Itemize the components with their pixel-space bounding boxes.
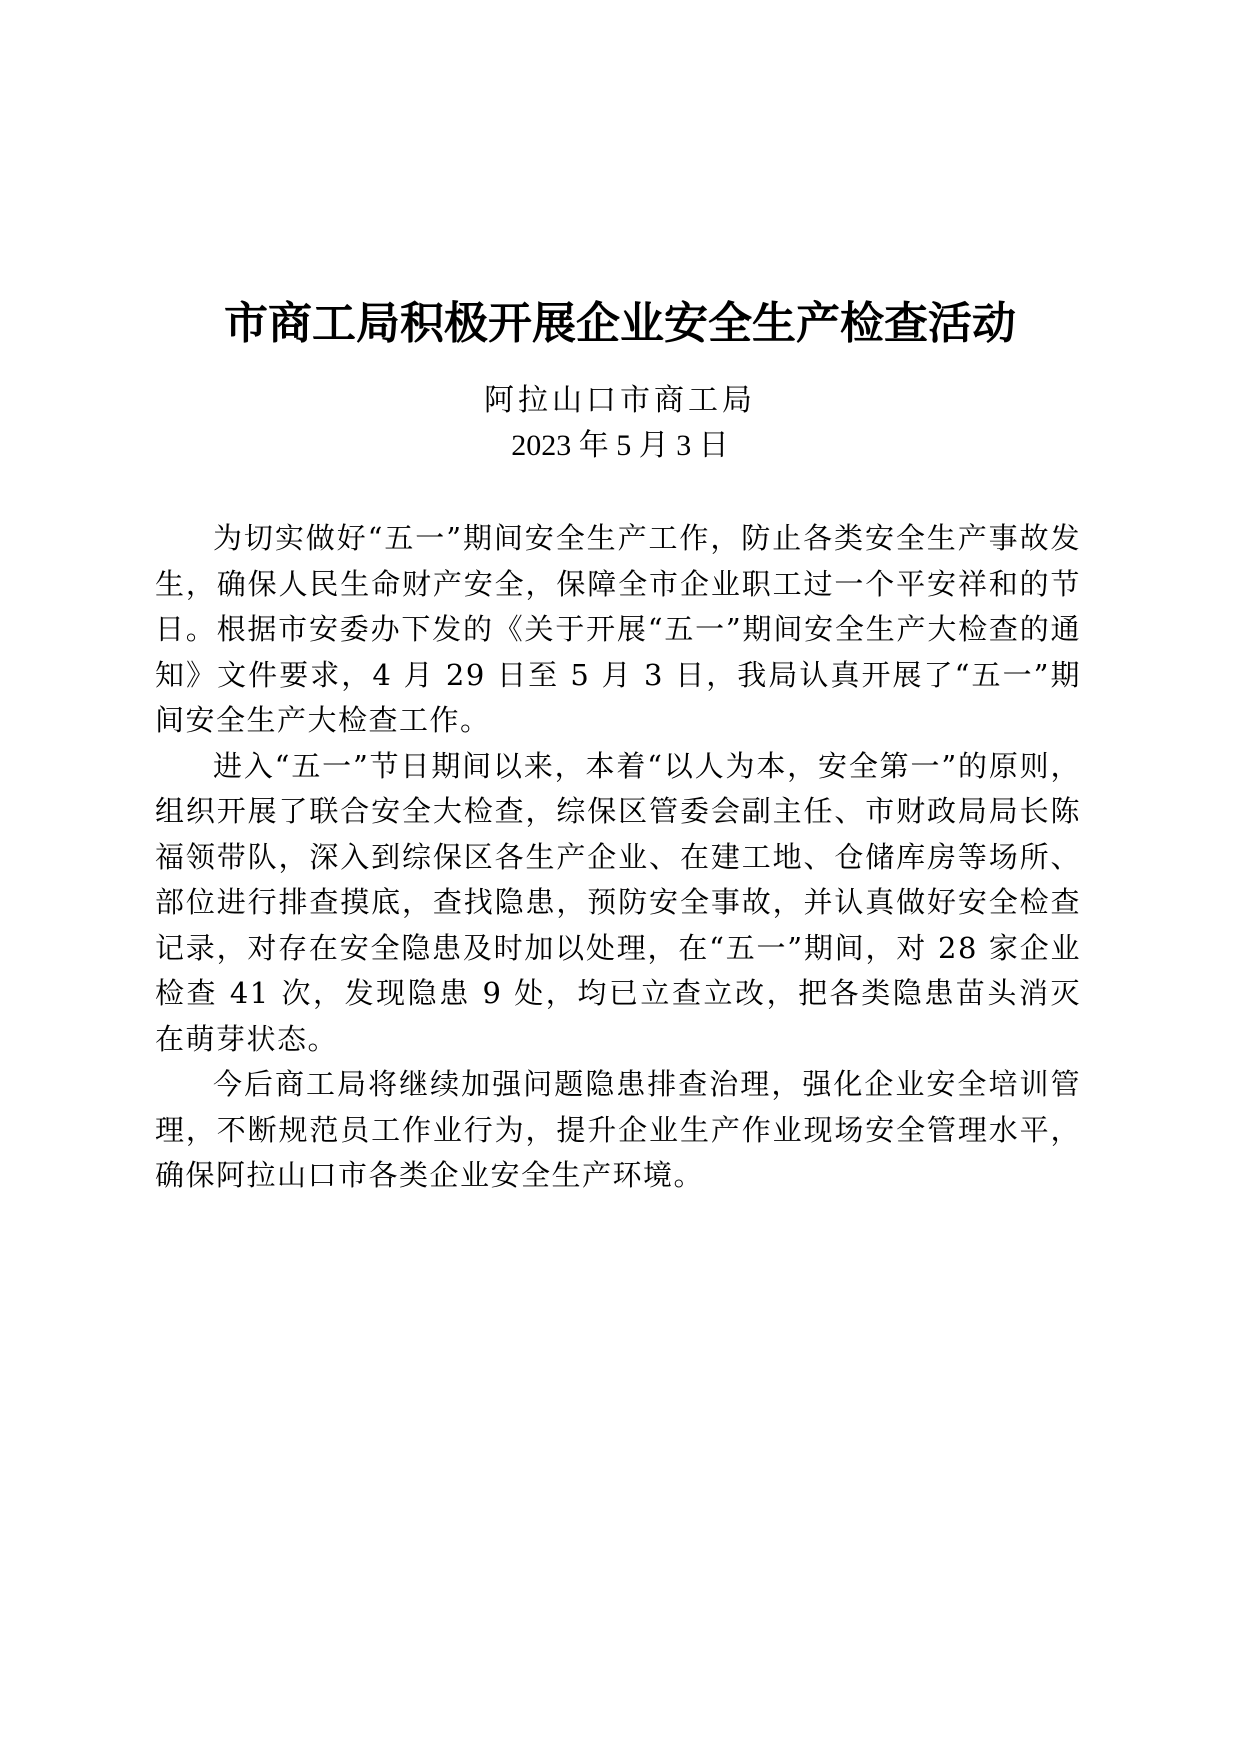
document-body <box>155 516 1081 1199</box>
paragraph-1: 为切实做好“五一”期间安全生产工作，防止各类安全生产事故发生，确保人民生命财产安全，保障全市企业职工过一个平安祥和的节日。根据市安委办下发的《关于开展“五一”期间安全生产大检查的通知》文件要求，4 月 29 日至 5 月 3 日，我局认真开展了“五一”期间安全生产大检查工作。 <box>155 521 1081 737</box>
document-author: 阿拉山口市商工局 <box>484 383 756 418</box>
paragraph-3: 今后商工局将继续加强问题隐患排查治理，强化企业安全培训管理，不断规范员工作业行为，提升企业生产作业现场安全管理水平，确保阿拉山口市各类企业安全生产环境。 <box>155 1067 1081 1192</box>
document-date: 2023 年 5 月 3 日 <box>511 429 729 462</box>
paragraph-2: 进入“五一”节日期间以来，本着“以人为本，安全第一”的原则，组织开展了联合安全大检查，综保区管委会副主任、市财政局局长陈福领带队，深入到综保区各生产企业、在建工地、仓储库房等场所、部位进行排查摸底，查找隐患，预防安全事故，并认真做好安全检查记录，对存在安全隐患及时加以处理，在“五一”期间，对 28 家企业检查 41 次，发现隐患 9 处，均已立查立改，把各类隐患苗头消灭在萌芽状态。 <box>155 748 1081 1056</box>
document-title: 市商工局积极开展企业安全生产检查活动 <box>224 298 1016 349</box>
